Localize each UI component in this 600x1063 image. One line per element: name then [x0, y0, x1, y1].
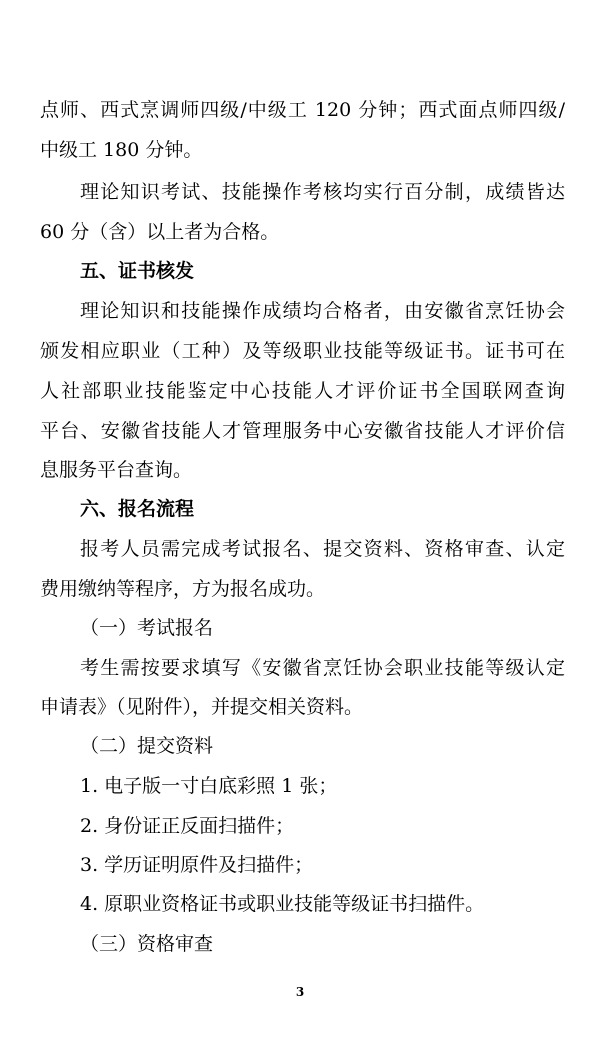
body-text-line: 考生需按要求填写《安徽省烹饪协会职业技能等级认定 [80, 657, 565, 679]
body-text-line: 申请表》（见附件），并提交相关资料。 [40, 696, 364, 718]
list-item: 4. 原职业资格证书或职业技能等级证书扫描件。 [80, 893, 485, 915]
body-text-line: 60 分（含）以上者为合格。 [40, 221, 280, 243]
body-text-line: 息服务平台查询。 [40, 459, 193, 481]
subsection-heading: （一）考试报名 [80, 617, 214, 639]
body-text-line: 理论知识考试、技能操作考核均实行百分制，成绩皆达 [80, 181, 565, 203]
body-text-line: 理论知识和技能操作成绩均合格者，由安徽省烹饪协会 [80, 300, 565, 322]
body-text-line: 点师、西式烹调师四级/中级工 120 分钟；西式面点师四级/ [40, 99, 565, 121]
body-text-line: 平台、安徽省技能人才管理服务中心安徽省技能人才评价信 [40, 420, 565, 442]
page-number: 3 [295, 985, 305, 999]
body-text-line: 报考人员需完成考试报名、提交资料、资格审查、认定 [80, 538, 565, 560]
body-text-line: 中级工 180 分钟。 [40, 139, 203, 161]
list-item: 2. 身份证正反面扫描件； [80, 815, 295, 837]
list-item: 3. 学历证明原件及扫描件； [80, 854, 314, 876]
body-text-line: 人社部职业技能鉴定中心技能人才评价证书全国联网查询 [40, 380, 565, 402]
subsection-heading: （二）提交资料 [80, 735, 214, 757]
list-item: 1. 电子版一寸白底彩照 1 张； [80, 775, 338, 797]
subsection-heading: （三）资格审查 [80, 933, 214, 955]
section-heading: 五、证书核发 [80, 260, 195, 282]
section-heading: 六、报名流程 [80, 498, 195, 520]
body-text-line: 费用缴纳等程序，方为报名成功。 [40, 578, 326, 600]
body-text-line: 颁发相应职业（工种）及等级职业技能等级证书。证书可在 [40, 340, 565, 362]
